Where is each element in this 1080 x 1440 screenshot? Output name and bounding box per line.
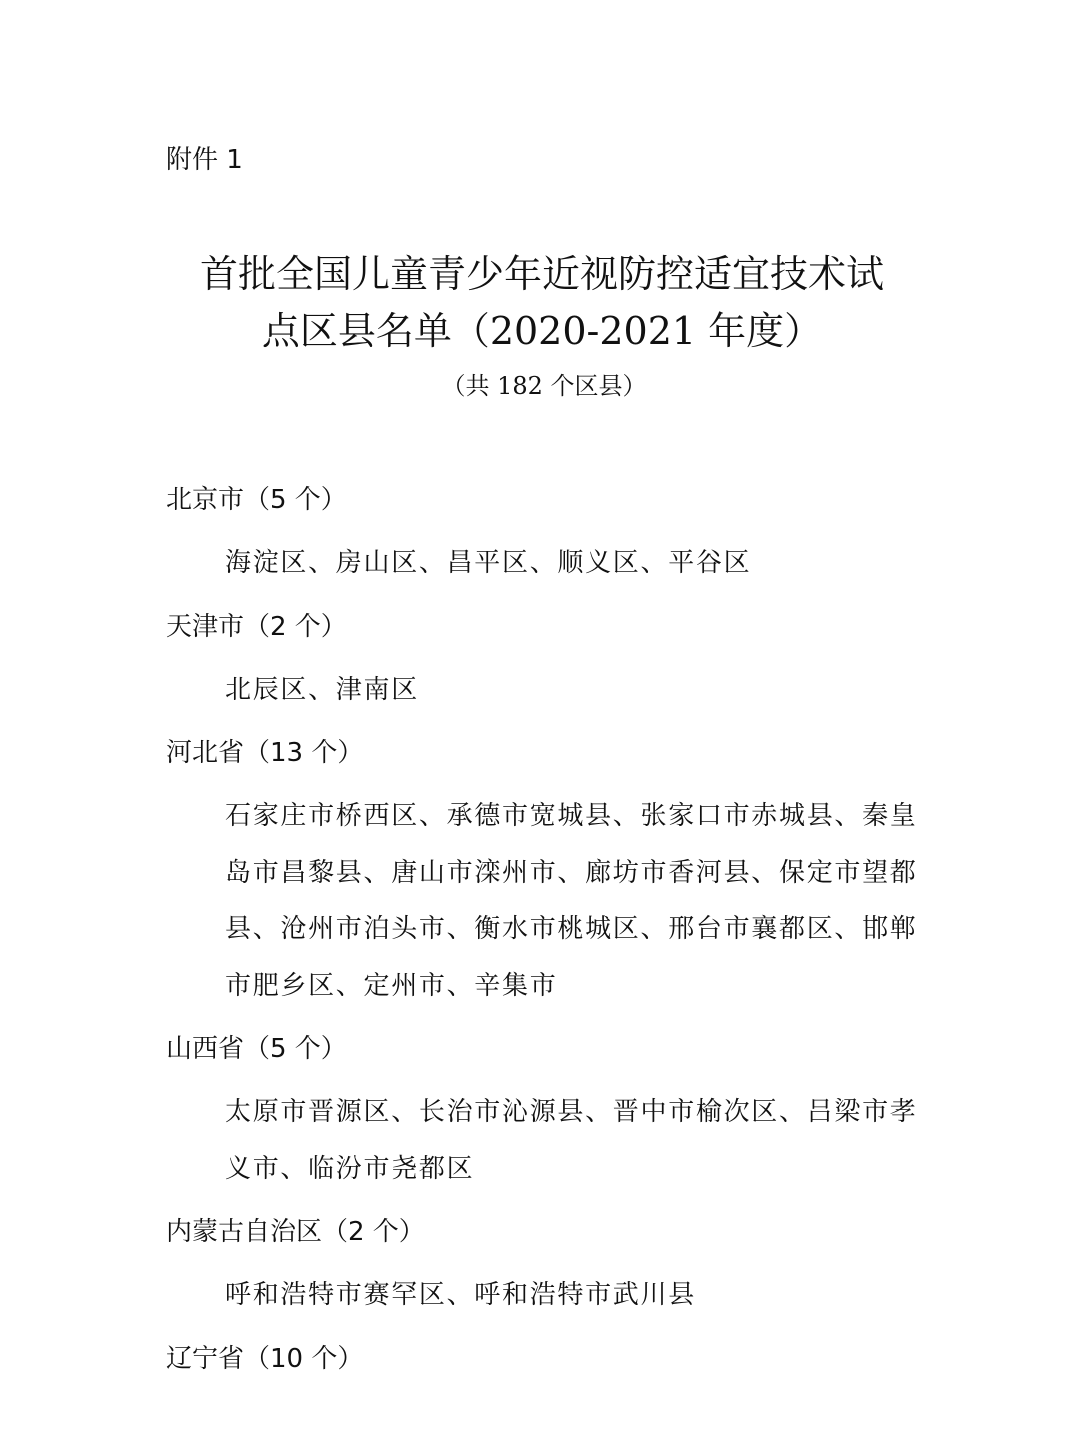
region-counties: 呼和浩特市赛罕区、呼和浩特市武川县	[225, 1280, 696, 1310]
region-beijing	[166, 480, 926, 592]
region-counties: 太原市晋源区、长治市沁源县、晋中市榆次区、吕梁市孝义市、临汾市尧都区	[225, 1097, 918, 1184]
attachment-label: 附件 1	[166, 145, 243, 175]
region-heading: 北京市（5 个）	[166, 485, 347, 515]
document-title-line-2: 点区县名单（2020-2021 年度）	[261, 309, 823, 353]
region-tianjin	[166, 607, 926, 719]
region-heading: 天津市（2 个）	[166, 611, 347, 642]
region-heading: 河北省（13 个）	[166, 738, 364, 768]
region-liaoning	[166, 1339, 926, 1379]
region-hebei	[166, 733, 926, 1014]
region-shanxi	[166, 1029, 926, 1197]
region-inner-mongolia	[166, 1212, 926, 1324]
document-title-line-1: 首批全国儿童青少年近视防控适宜技术试	[199, 252, 884, 296]
region-counties: 海淀区、房山区、昌平区、顺义区、平谷区	[225, 548, 752, 578]
region-counties: 北辰区、津南区	[225, 674, 419, 705]
region-counties: 石家庄市桥西区、承德市宽城县、张家口市赤城县、秦皇岛市昌黎县、唐山市滦州市、廊坊市香河县、保定市望都县、沧州市泊头市、衡水市桃城区、邢台市襄都区、邯郸市肥乡区、定州市、辛集市	[225, 801, 918, 1001]
document-subtitle: （共 182 个区县）	[441, 372, 647, 400]
region-list	[166, 480, 926, 1379]
region-heading: 内蒙古自治区（2 个）	[166, 1217, 425, 1247]
region-heading: 山西省（5 个）	[166, 1034, 347, 1064]
region-heading: 辽宁省（10 个）	[166, 1343, 364, 1374]
